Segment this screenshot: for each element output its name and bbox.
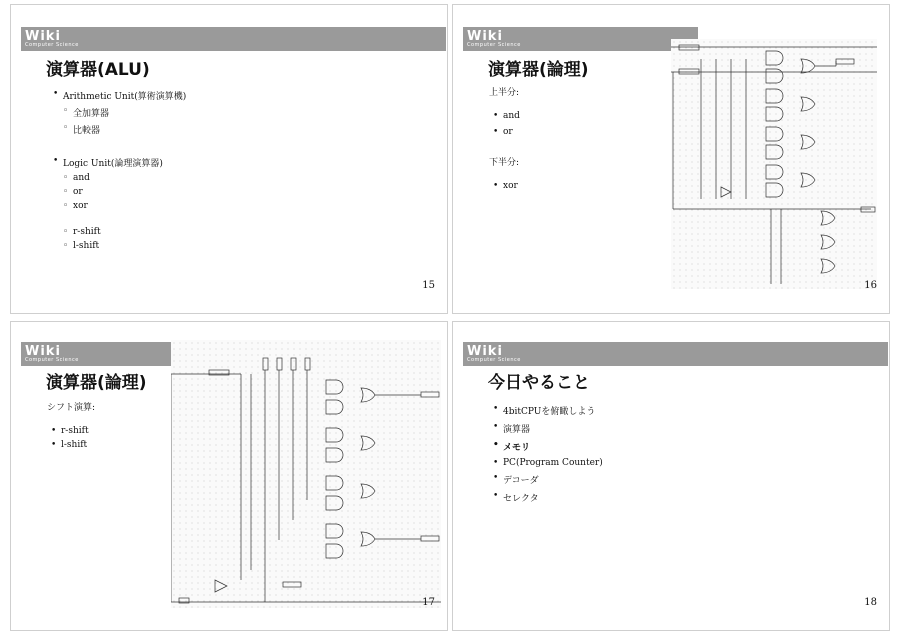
list-item: • デコーダ bbox=[493, 473, 603, 486]
shift-heading: シフト演算: bbox=[47, 403, 96, 413]
shift-circuit-diagram bbox=[171, 340, 441, 608]
page-number: 18 bbox=[864, 597, 877, 608]
list-item: • メモリ bbox=[493, 440, 603, 453]
wiki-logo: Wiki Computer Science bbox=[25, 29, 79, 48]
list-item: ◦ l-shift bbox=[53, 241, 186, 251]
list-item: • and bbox=[493, 111, 520, 121]
slide-title: 今日やること bbox=[488, 373, 590, 393]
list-item: ◦ xor bbox=[53, 201, 186, 211]
list-item: • or bbox=[493, 127, 520, 137]
slide-title: 演算器(ALU) bbox=[46, 60, 150, 80]
lower-half-label: 下半分: bbox=[489, 158, 520, 168]
wiki-logo: Wiki Computer Science bbox=[467, 344, 521, 363]
list-item: • セレクタ bbox=[493, 491, 603, 504]
slide-15 bbox=[10, 4, 448, 314]
list-item: ◦ r-shift bbox=[53, 227, 186, 237]
page-number: 17 bbox=[422, 597, 435, 608]
shift-list bbox=[51, 426, 89, 450]
list-item: • Arithmetic Unit(算術演算機) bbox=[53, 89, 186, 102]
todo-list bbox=[493, 404, 603, 504]
slide-18 bbox=[452, 321, 890, 631]
wiki-logo: Wiki Computer Science bbox=[467, 29, 521, 48]
alu-list bbox=[53, 89, 186, 251]
list-item: • PC(Program Counter) bbox=[493, 458, 603, 468]
list-item: • r-shift bbox=[51, 426, 89, 436]
upper-half-label: 上半分: bbox=[489, 88, 520, 98]
list-item: • xor bbox=[493, 181, 518, 191]
list-item: • 4bitCPUを俯瞰しよう bbox=[493, 404, 603, 417]
upper-list bbox=[493, 111, 520, 137]
list-item: ◦ 比較器 bbox=[53, 123, 186, 136]
slide-title: 演算器(論理) bbox=[46, 373, 147, 393]
list-item: • 演算器 bbox=[493, 422, 603, 435]
slide-banner bbox=[463, 342, 888, 366]
list-item: ◦ 全加算器 bbox=[53, 106, 186, 119]
slide-16 bbox=[452, 4, 890, 314]
slide-17 bbox=[10, 321, 448, 631]
lower-list bbox=[493, 181, 518, 191]
list-item: • Logic Unit(論理演算器) bbox=[53, 156, 186, 169]
slide-title: 演算器(論理) bbox=[488, 60, 589, 80]
slide-banner bbox=[21, 27, 446, 51]
wiki-logo: Wiki Computer Science bbox=[25, 344, 79, 363]
page-number: 16 bbox=[864, 280, 877, 291]
logic-circuit-diagram bbox=[671, 39, 877, 289]
list-item: • l-shift bbox=[51, 440, 89, 450]
page-number: 15 bbox=[422, 280, 435, 291]
list-item: ◦ or bbox=[53, 187, 186, 197]
list-item: ◦ and bbox=[53, 173, 186, 183]
